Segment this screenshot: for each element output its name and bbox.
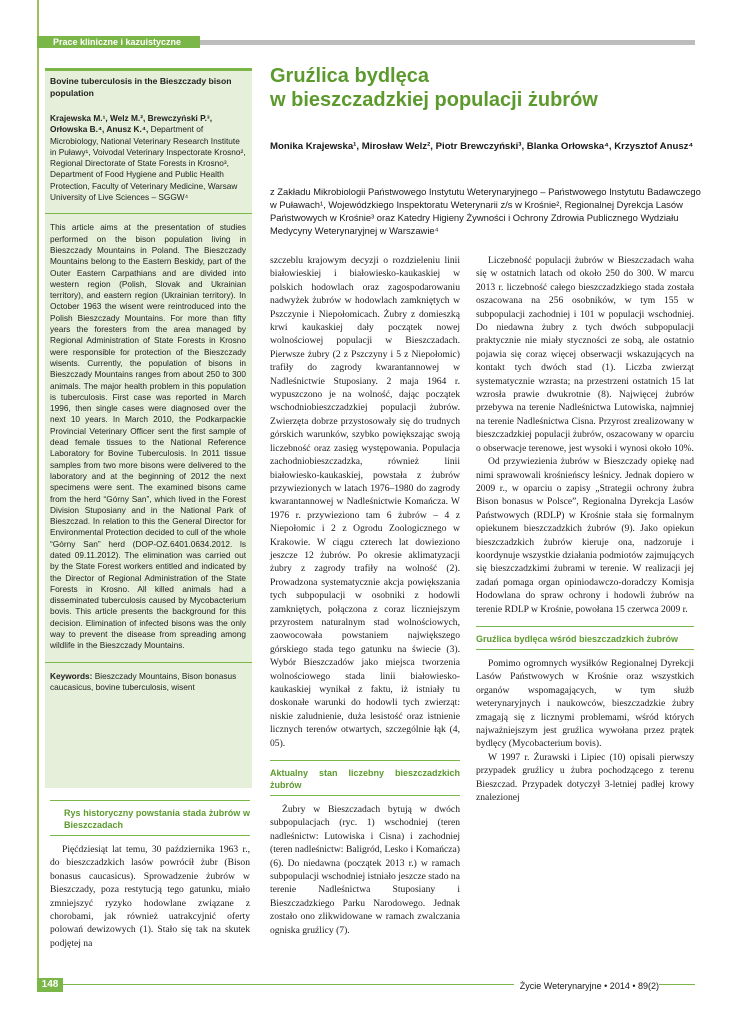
abstract-title: Bovine tuberculosis in the Bieszczady bison population [50,76,232,98]
paragraph: W 1997 r. Żurawski i Lipiec (10) opisali pierwszy przypadek gruźlicy u żubra pochodzącego z terenu Bieszczad. Przypadek dotyczył 3-letniej padłej krowy znalezionej [476,751,694,804]
keywords-label: Keywords: [50,670,93,681]
text-column-1 [50,800,250,950]
left-margin-rule [37,0,39,990]
abstract-affiliations: Department of Microbiology, National Veterinary Research Institute in Puławy¹, Voivodal Veterinary Inspectorate Krosno², Regional Directorate of State Forests in Krosno³, Department of Food Hygiene and Public Health Protection, Faculty of Veterinary Medicine, Warsaw University of Live Sciences – SGGW⁴ [50,124,246,203]
article-title-line1: Gruźlica bydlęca [270,65,429,87]
section-rule [270,760,460,761]
abstract-divider [45,662,252,663]
page-number: 148 [37,978,63,992]
paragraph: Pomimo ogromnych wysiłków Regionalnej Dyrekcji Lasów Państwowych w Krośnie oraz wszystkich organów wspomagających, w tym służb weterynaryjnych i naukowców, bieszczadzkie żubry zmagają się z licznymi problemami, wśród których najważniejszym jest gruźlica wywołana przez prątek bydlęcy (Mycobacterium bovis). [476,657,694,750]
header-rule [200,40,695,45]
section-rule [50,800,250,801]
section-heading-tuberculosis: Gruźlica bydlęca wśród bieszczadzkich żubrów [476,633,679,644]
section-heading-current-state: Aktualny stan liczebny bieszczadzkich żubrów [270,768,460,791]
section-rule [476,649,694,650]
article-affiliation: z Zakładu Mikrobiologii Państwowego Instytutu Weterynaryjnego – Państwowego Instytutu Badawczego w Puławach¹, Wojewódzkiego Inspektoratu Weterynarii z/s w Krośnie², Regionalnej Dyrekcja Lasów Państwowych w Krośnie³ oraz Katedry Higieny Żywności i Ochrony Zdrowia Publicznego Wydziału Medycyny Weterynaryjnej w Warszawie⁴ [270,186,701,236]
abstract-authors: Krajewska M.¹, Welz M.², Brewczyński P.³, Orłowska B.⁴, Anusz K.⁴, [50,113,212,135]
keywords-text: Bieszczady Mountains, Bison bonasus caucasicus, bovine tuberculosis, wisent [50,670,237,692]
journal-citation: Życie Weterynaryjne • 2014 • 89(2) [514,981,659,991]
article-title-line2: w bieszczadzkiej populacji żubrów [270,89,598,111]
text-column-3 [476,254,694,804]
paragraph: Żubry w Bieszczadach bytują w dwóch subpopulacjach (ryc. 1) wschodniej (teren nadleśnictw: Lutowiska i Cisna) i zachodniej (teren nadleśnictw: Baligród, Lesko i Komańcza) (6). Do niedawna (początek 2013 r.) w ramach subpopulacji wschodniej istniało jeszcze stado na terenie Nadleśnictwa Stuposiany i Bieszczadzkiego Parku Narodowego. Jednak zostało ono zlikwidowane w ramach zwalczania ogniska gruźlicy (7). [270,804,460,936]
abstract-divider [45,213,252,214]
section-heading-history: Rys historyczny powstania stada żubrów w Bieszczadach [64,808,250,830]
article-title [270,64,700,112]
paragraph: Od przywiezienia żubrów w Bieszczady opiekę nad nimi sprawowali krośnieńscy leśnicy. Jednak dopiero w 2009 r., w oparciu o zapisy „Strategii ochrony żubra Bison bonasus w Polsce”, Regionalna Dyrekcja Lasów Państwowych (RDLP) w Krośnie stała się formalnym opiekunem bieszczadzkich żubrów (9). Jako opiekun bieszczadzkich żubrów kieruje ona, nadzoruje i koordynuje wszystkie działania podmiotów zajmujących się bieszczadzkimi żubrami w terenie. W realizacji jej zadań pomaga organ opiniodawczo-doradczy Komisja Hodowlana do spraw ochrony i hodowli żubrów na terenie RDLP w Krośnie, powołana 15 czerwca 2009 r. [476,456,694,615]
abstract-body: This article aims at the presentation of studies performed on the bison population living in Bieszczady Mountains in Poland. The Bieszczady Mountains belong to the Eastern Beskidy, part of the Outer Eastern Carpathians and are divided into western region (Polish, Slovak and Ukrainian territory), and eastern region (Ukrainian territory). In October 1963 the wisent were reintroduced into the Polish Bieszczady Mountains. For more than fifty years the foresters from the area managed by Regional Administration of State Forests in Krosno were responsible for protection of the Bieszczady wisents. Currently, the population of bisons in Bieszczady Mountains ranges from about 250 to 300 animals. The major health problem in this population is tuberculosis. First case was reported in March 1996, then single cases were diagnosed over the next 10 years. In March 2010, the Podkarpackie Provincial Veterinary Officer sent the first sample of dead female tissues to the National Reference Laboratory for Bovine Tuberculosis. In 2011 tissue samples from two more bisons were delivered to the laboratory and at the beginning of 2012 the next specimens were sent. The examined bisons came from the herd “Górny San”, which lived in the Forest Division Stuposiany and in the National Park of Bieszczad. In relation to this the General Director for Environmental Protection decided to cull of the whole “Górny San” herd (DOP-OZ.6401.0634.2012. ls dated 09.11.2012). The elimination was carried out by the State Forest workers entitled and indicated by the Director of Regional Administration of the State Forests in Krosno. All killed animals had a disseminated tuberculosis caused by Mycobacterium bovis. This article presents the background for this decision. Elimination of infected bisons was the only way to prevent the disease from spreading among wildlife in the Bieszczady Mountains. [50,222,246,651]
article-authors: Monika Krajewska¹, Mirosław Welz², Piotr Brewczyński³, Blanka Orłowska⁴, Krzysztof Anusz⁴ [270,141,694,152]
paragraph: Pięćdziesiąt lat temu, 30 października 1963 r., do bieszczadzkich lasów powrócił żubr (Bison bonasus caucasicus). Sprowadzenie żubrów w Bieszczady, poza restytucją tego gatunku, miało zmniejszyć ryzyko hodowlane związane z chorobami, jak również uatrakcyjnić oferty polowań dewizowych (1). Stało się tak na skutek podjętej na [50,844,250,949]
paragraph: Liczebność populacji żubrów w Bieszczadach waha się w ostatnich latach od około 250 do 300. W marcu 2013 r. liczebność całego bieszczadzkiego stada została oszacowana na 256 osobników, w tym 155 w subpopulacji zachodniej i 101 w populacji wschodniej. Do niedawna żubry z tych dwóch subpopulacji praktycznie nie miały styczności ze sobą, ale ostatnio pojawia się coraz więcej obserwacji wskazujących na kontakt tych dwóch stad (1). Liczba zwierząt systematycznie wzrasta; na przestrzeni ostatnich 15 lat wzrosła prawie dwukrotnie (8). Najwięcej żubrów przebywa na terenie Nadleśnictwa Lutowiska, najmniej na terenie Nadleśnictwa Cisna. Przyrost zrealizowany w bieszczadzkiej populacji żubrów, oszacowany w oparciu o obserwacje terenowe, jest wysoki i wynosi około 10%. [476,255,694,454]
section-rule [476,626,694,627]
section-label: Prace kliniczne i kazuistyczne [37,36,200,48]
paragraph: szczeblu krajowym decyzji o rozdzieleniu linii białowieskiej i białowiesko-kaukaskiej w polskich hodowlach oraz zagospodarowaniu nadwyżek żubrów w hodowlach zamkniętych w Pszczynie i Niepołomicach. Żubry z domieszką krwi kaukaskiej dały początek nowej wolnościowej populacji w Bieszczadach. Pierwsze żubry (2 z Pszczyny i 5 z Niepołomic) trafiły do zagrody kwarantannowej w Nadleśnictwie Stuposiany. 2 maja 1964 r. wypuszczono je na wolność, dając początek wschodniobieszczadzkiej populacji żubrów. Zwierzęta dobrze przystosowały się do trudnych górskich warunków, szybko powiększając swoją liczebność oraz zasięg występowania. Populacja zachodniobieszczadzka, również linii białowiesko-kaukaskiej, powstała z żubrów przywiezionych w latach 1976–1980 do zagrody kwarantannowej w Nadleśnictwie Komańcza. W 1976 r. przywieziono tam 6 żubrów – 4 z Niepołomic i 2 z Ogrodu Zoologicznego w Krakowie. W ciągu czterech lat dowieziono jeszcze 12 żubrów. Po okresie aklimatyzacji żubry z zagrody trafiły na wolność (2). Prowadzona systematycznie akcja powiększania tych subpopulacji w osobniki z hodowli zamkniętych, połączona z coraz liczniejszym przyrostem naturalnym stad wolnościowych, zaowocowała powstaniem największego górskiego stada tego gatunku na świecie (3). Wybór Bieszczadów jako miejsca tworzenia wolnościowego stada linii białowiesko-kaukaskiej wynikał z faktu, iż istniały tu doskonałe warunki do hodowli tych zwierząt: niskie zaludnienie, duża lesistość oraz istnienie licznych terenów otwartych, szczególnie łąk (4, 05). [270,255,460,749]
section-rule [50,835,250,836]
abstract-keywords [50,671,246,694]
page-footer [37,978,695,992]
abstract-authors-block [50,113,246,203]
text-column-2 [270,254,460,937]
section-rule [270,795,460,796]
english-abstract [45,68,252,788]
